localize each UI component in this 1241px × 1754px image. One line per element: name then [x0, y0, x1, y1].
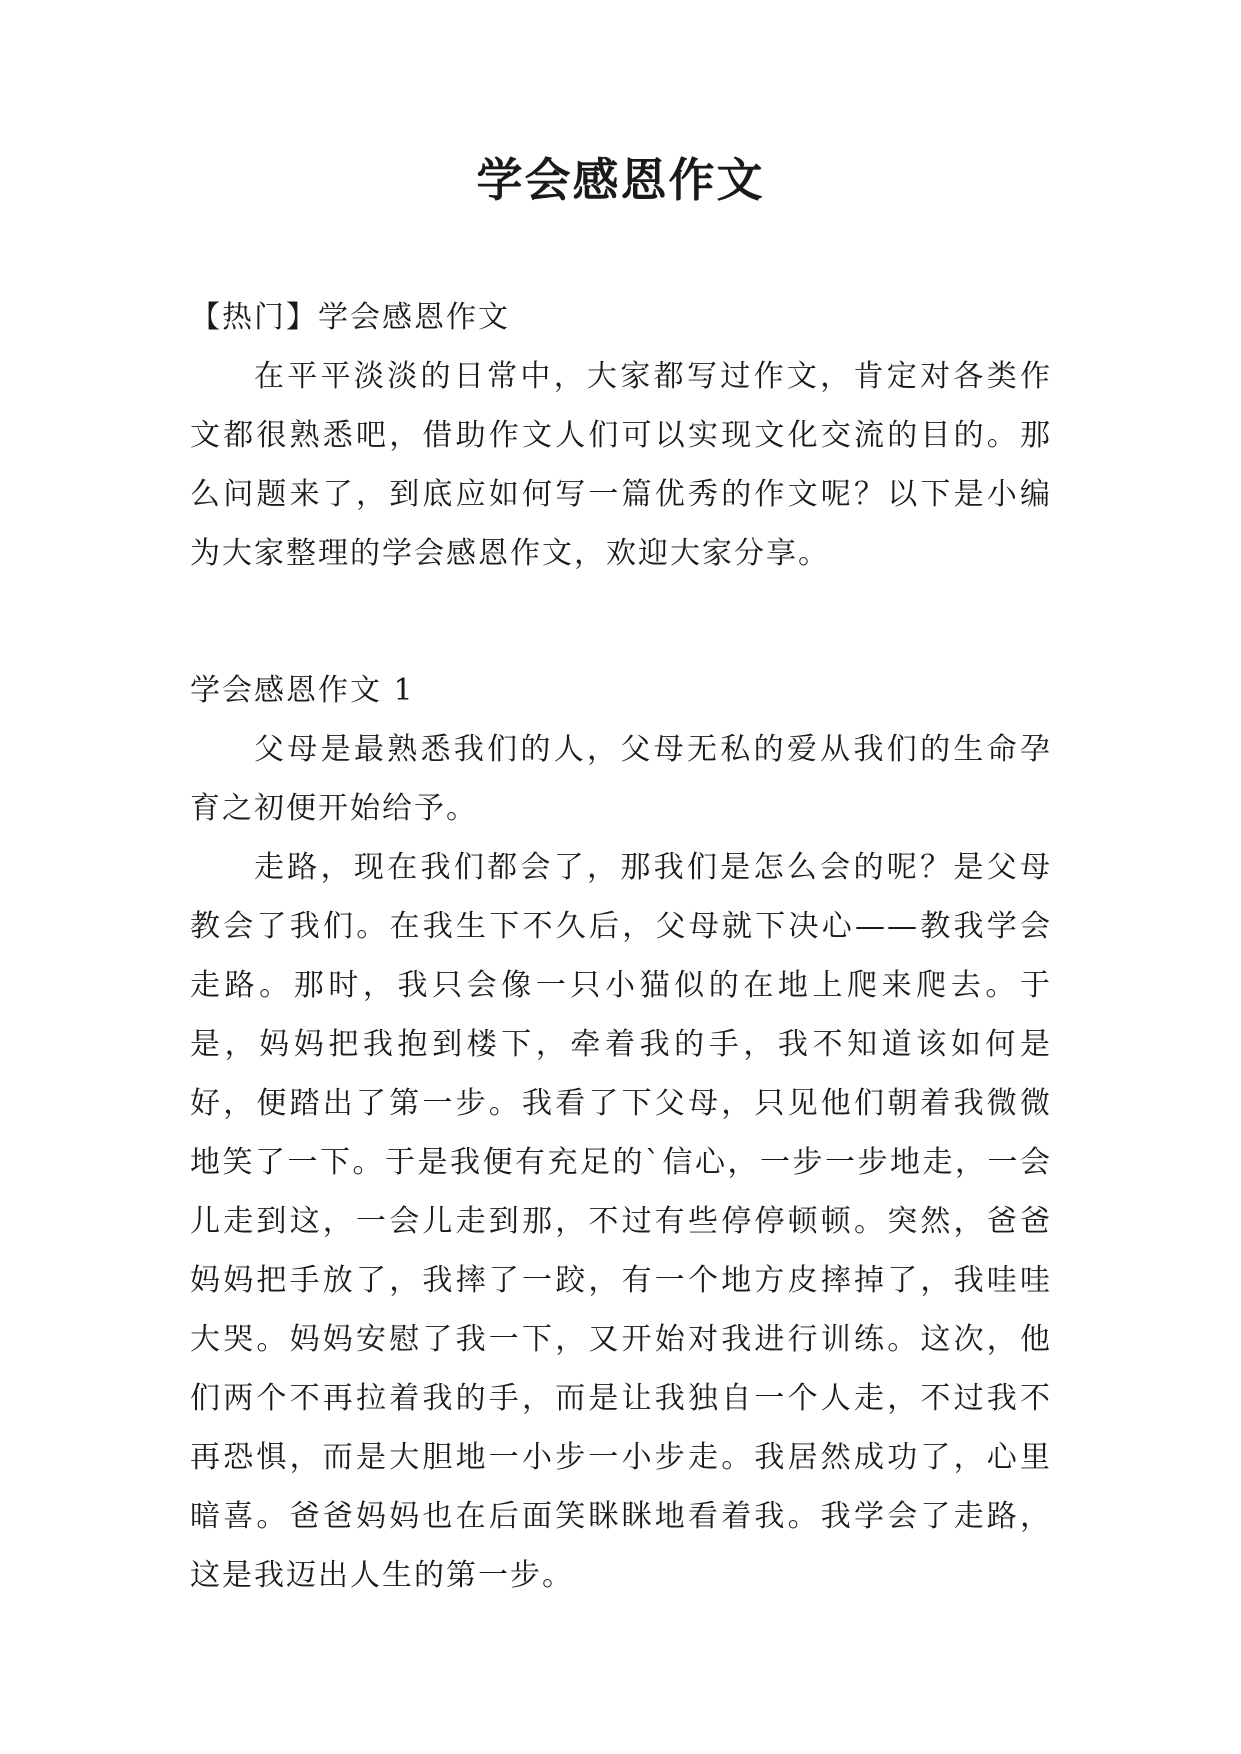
body-paragraph: 父母是最熟悉我们的人，父母无私的爱从我们的生命孕育之初便开始给予。 — [190, 732, 1052, 826]
section-gap — [190, 583, 1052, 661]
intro-paragraph: 在平平淡淡的日常中，大家都写过作文，肯定对各类作文都很熟悉吧，借助作文人们可以实现文化交流的目的。那么问题来了，到底应如何写一篇优秀的作文呢？以下是小编为大家整理的学会感恩作文，欢迎大家分享。 — [190, 359, 1052, 571]
body-paragraph: 走路，现在我们都会了，那我们是怎么会的呢？是父母教会了我们。在我生下不久后，父母就下决心——教我学会走路。那时，我只会像一只小猫似的在地上爬来爬去。于是，妈妈把我抱到楼下，牵着我的手，我不知道该如何是好，便踏出了第一步。我看了下父母，只见他们朝着我微微地笑了一下。于是我便有充足的`信心，一步一步地走，一会儿走到这，一会儿走到那，不过有些停停顿顿。突然，爸爸妈妈把手放了，我摔了一跤，有一个地方皮摔掉了，我哇哇大哭。妈妈安慰了我一下，又开始对我进行训练。这次，他们两个不再拉着我的手，而是让我独自一个人走，不过我不再恐惧，而是大胆地一小步一小步走。我居然成功了，心里暗喜。爸爸妈妈也在后面笑眯眯地看着我。我学会了走路，这是我迈出人生的第一步。 — [190, 850, 1052, 1593]
document-title: 学会感恩作文 — [476, 153, 765, 207]
section-heading: 学会感恩作文 1 — [190, 673, 415, 708]
document-subtitle: 【热门】学会感恩作文 — [190, 300, 510, 335]
document-body — [190, 288, 1052, 1605]
